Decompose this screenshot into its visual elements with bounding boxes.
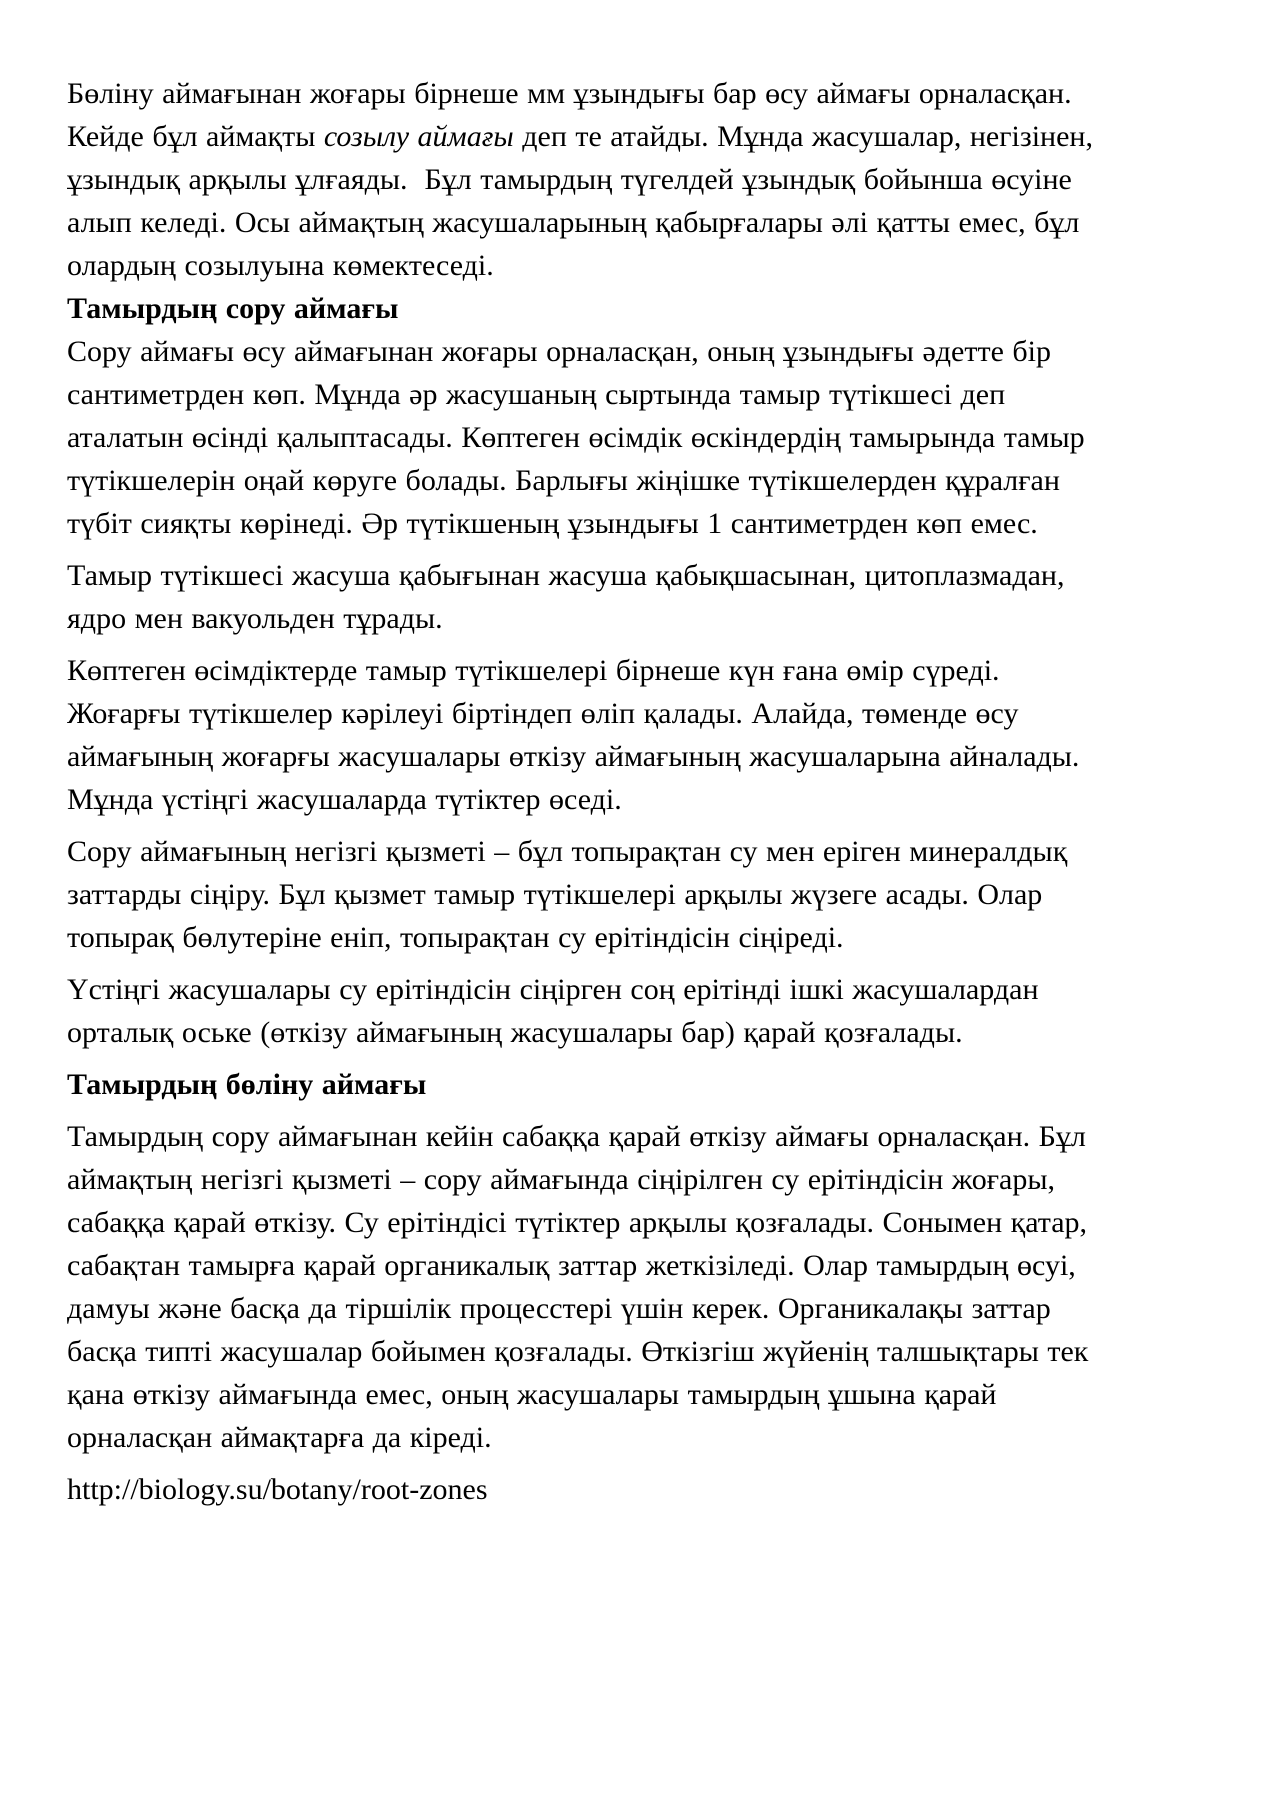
- paragraph: [67, 554, 1109, 640]
- paragraph: [67, 1115, 1109, 1459]
- paragraph: [67, 72, 1109, 287]
- text-run: Тамырдың сору аймағы: [67, 292, 399, 325]
- text-run: Тамырдың сору аймағынан кейін сабаққа қарай өткізу аймағы орналасқан. Бұл аймақтың негізгі қызметі – сору аймағында сіңірілген су ерітіндісін жоғары, сабаққа қарай өткізу. Су ерітіндісі түтіктер арқылы қозғалады. Сонымен қатар, сабақтан тамырға қарай органикалық заттар жеткізіледі. Олар тамырдың өсуі, дамуы және басқа да тіршілік процесстері үшін керек. Органикалақы заттар басқа типті жасушалар бойымен қозғалады. Өткізгіш жүйенің талшықтары тек қана өткізу аймағында емес, оның жасушалары тамырдың ұшына қарай орналасқан аймақтарға да кіреді.: [67, 1120, 1089, 1454]
- section-heading: [67, 1063, 1109, 1106]
- paragraph: [67, 649, 1109, 821]
- source-url: [67, 1468, 1109, 1511]
- text-run: деп те атайды. Мұнда жасушалар, негізінен, ұзындық арқылы ұлғаяды. Бұл тамырдың түгелдей ұзындық бойынша өсуіне алып келеді. Осы аймақтың жасушаларының қабырғалары әлі қатты емес, бұл олардың созылуына көмектеседі.: [67, 120, 1093, 282]
- document-content: [67, 72, 1109, 1520]
- text-run: Сору аймағының негізгі қызметі – бұл топырақтан су мен еріген минералдық заттарды сіңіру. Бұл қызмет тамыр түтікшелері арқылы жүзеге асады. Олар топырақ бөлутеріне еніп, топырақтан су ерітіндісін сіңіреді.: [67, 835, 1068, 954]
- paragraph: [67, 830, 1109, 959]
- italic-text: созылу аймағы: [323, 120, 514, 153]
- paragraph: [67, 968, 1109, 1054]
- text-run: Тамырдың бөліну аймағы: [67, 1068, 427, 1101]
- text-run: Бөліну аймағынан жоғары бірнеше мм ұзындығы бар өсу аймағы орналасқан. Кейде бұл аймақты: [67, 77, 1072, 153]
- text-run: http://biology.su/botany/root-zones: [67, 1473, 488, 1506]
- text-run: Үстіңгі жасушалары су ерітіндісін сіңірген соң ерітінді ішкі жасушалардан орталық оське (өткізу аймағының жасушалары бар) қарай қозғалады.: [67, 973, 1039, 1049]
- section-heading: [67, 287, 1109, 330]
- text-run: Көптеген өсімдіктерде тамыр түтікшелері бірнеше күн ғана өмір сүреді. Жоғарғы түтікшелер кәрілеуі біртіндеп өліп қалады. Алайда, төменде өсу аймағының жоғарғы жасушалары өткізу аймағының жасушаларына айналады. Мұнда үстіңгі жасушаларда түтіктер өседі.: [67, 654, 1080, 816]
- text-run: Сору аймағы өсу аймағынан жоғары орналасқан, оның ұзындығы әдетте бір сантиметрден көп. Мұнда әр жасушаның сыртында тамыр түтікшесі деп аталатын өсінді қалыптасады. Көптеген өсімдік өскіндердің тамырында тамыр түтікшелерін оңай көруге болады. Барлығы жіңішке түтікшелерден құралған түбіт сияқты көрінеді. Әр түтікшеның ұзындығы 1 сантиметрден көп емес.: [67, 335, 1085, 540]
- text-run: Тамыр түтікшесі жасуша қабығынан жасуша қабықшасынан, цитоплазмадан, ядро мен вакуольден тұрады.: [67, 559, 1065, 635]
- paragraph: [67, 330, 1109, 545]
